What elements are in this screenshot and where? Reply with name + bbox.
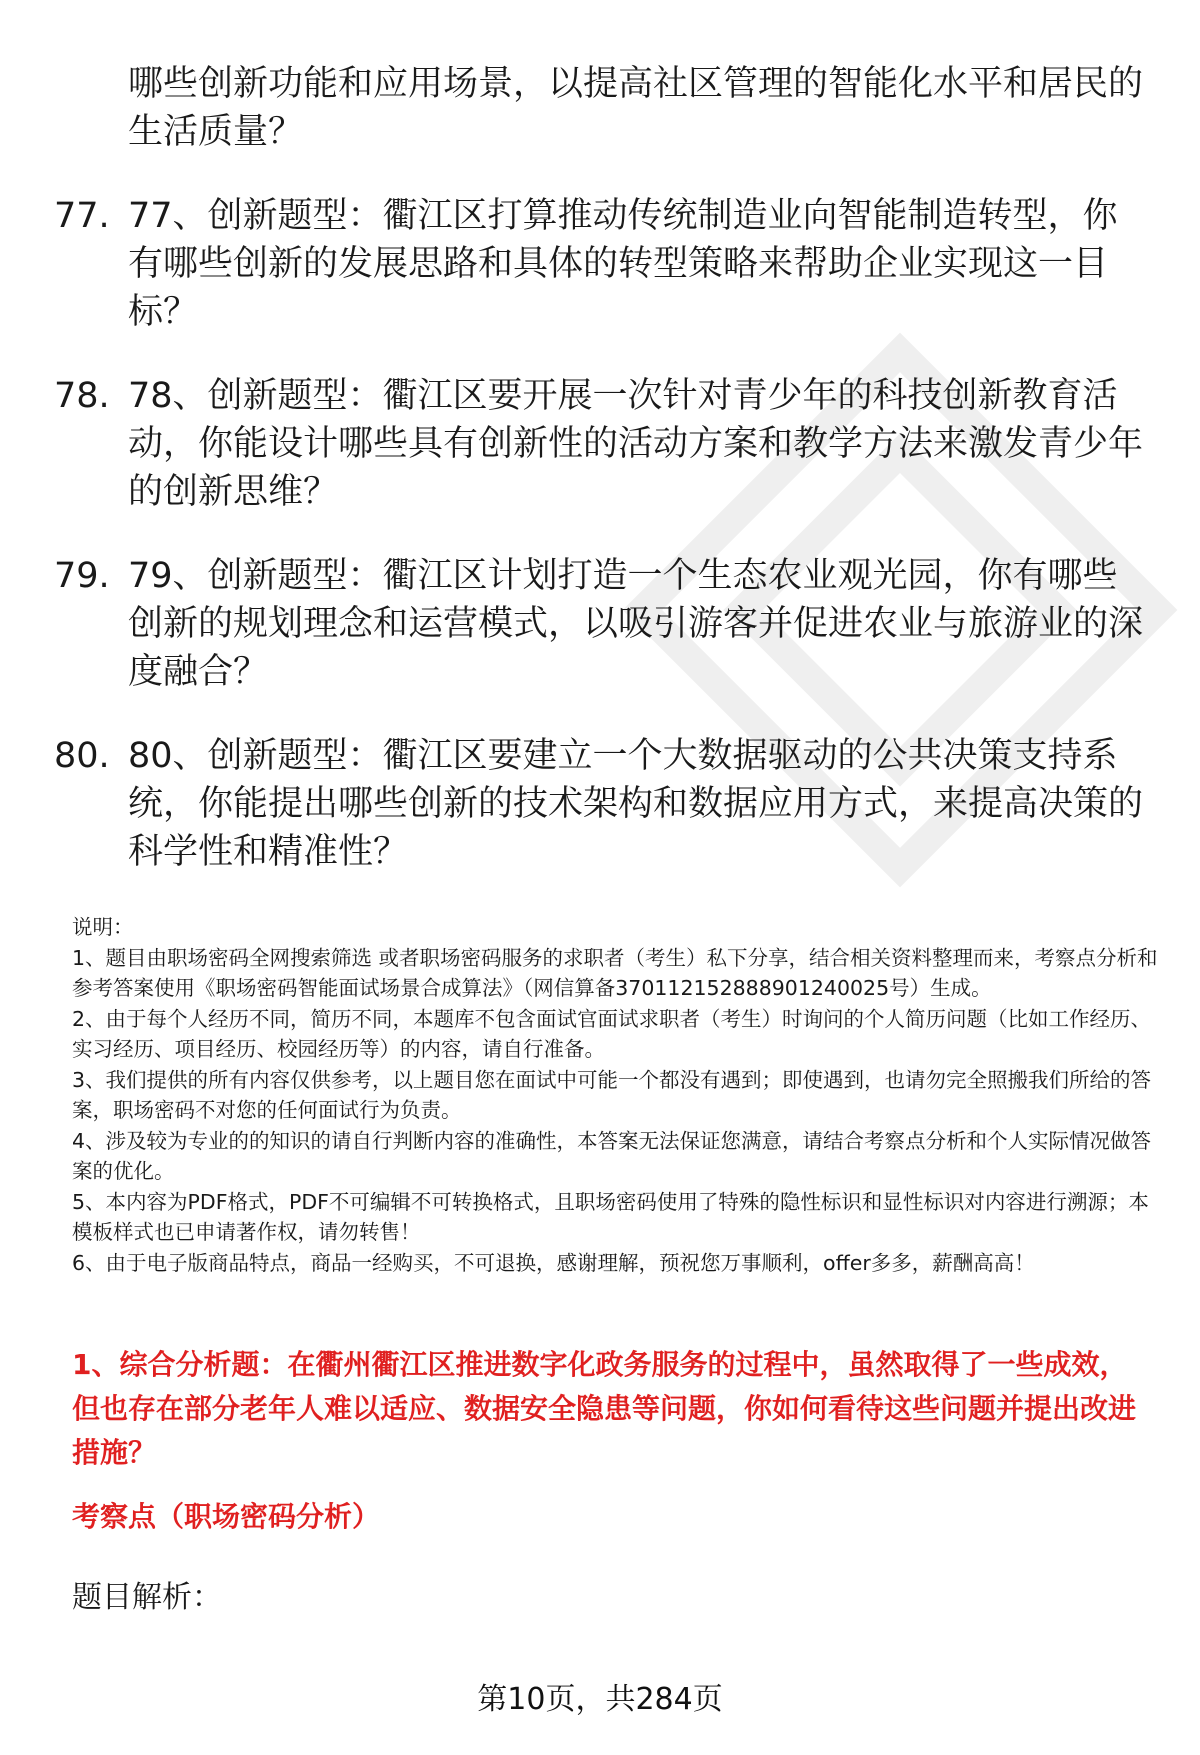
question-number: 79. (54, 556, 110, 596)
question-item: 78、创新题型：衢江区要开展一次针对青少年的科技创新教育活动，你能设计哪些具有创新性的活动方案和教学方法来激发青少年的创新思维？ (128, 376, 1144, 512)
question-number: 78. (54, 376, 110, 416)
note-item: 6、由于电子版商品特点，商品一经购买，不可退换，感谢理解，预祝您万事顺利，offer多多，薪酬高高！ (72, 1250, 1035, 1275)
question-item: 80、创新题型：衢江区要建立一个大数据驱动的公共决策支持系统，你能提出哪些创新的技术架构和数据应用方式，来提高决策的科学性和精准性？ (128, 736, 1144, 872)
page-footer: 第10页，共284页 (477, 1682, 723, 1717)
analysis-label: 题目解析： (72, 1580, 222, 1615)
highlight-question: 1、综合分析题：在衢州衢江区推进数字化政务服务的过程中，虽然取得了一些成效，但也存在部分老年人难以适应、数据安全隐患等问题，你如何看待这些问题并提出改进措施？ (72, 1348, 1137, 1469)
note-item: 3、我们提供的所有内容仅供参考，以上题目您在面试中可能一个都没有遇到；即使遇到，也请勿完全照搬我们所给的答案，职场密码不对您的任何面试行为负责。 (72, 1067, 1152, 1122)
continued-question-text: 哪些创新功能和应用场景，以提高社区管理的智能化水平和居民的生活质量？ (128, 64, 1144, 152)
question-number: 80. (54, 736, 110, 776)
question-item: 79、创新题型：衢江区计划打造一个生态农业观光园，你有哪些创新的规划理念和运营模式，以吸引游客并促进农业与旅游业的深度融合？ (128, 556, 1144, 692)
note-item: 4、涉及较为专业的的知识的请自行判断内容的准确性，本答案无法保证您满意，请结合考察点分析和个人实际情况做答案的优化。 (72, 1128, 1152, 1183)
note-item: 5、本内容为PDF格式，PDF不可编辑不可转换格式，且职场密码使用了特殊的隐性标识和显性标识对内容进行溯源；本模板样式也已申请著作权，请勿转售！ (72, 1189, 1149, 1244)
note-item: 2、由于每个人经历不同，简历不同，本题库不包含面试官面试求职者（考生）时询问的个人简历问题（比如工作经历、实习经历、项目经历、校园经历等）的内容，请自行准备。 (72, 1006, 1152, 1061)
disclaimer-notes (72, 912, 1162, 1278)
highlight-heading: 考察点（职场密码分析） (72, 1500, 381, 1533)
notes-title: 说明： (72, 915, 134, 939)
question-item: 77、创新题型：衢江区打算推动传统制造业向智能制造转型，你有哪些创新的发展思路和具体的转型策略来帮助企业实现这一目标？ (128, 196, 1118, 332)
question-number: 77. (54, 196, 110, 236)
note-item: 1、题目由职场密码全网搜索筛选 或者职场密码服务的求职者（考生）私下分享，结合相关资料整理而来，考察点分析和参考答案使用《职场密码智能面试场景合成算法》（网信算备370112152888901240025号）生成。 (72, 945, 1158, 1000)
